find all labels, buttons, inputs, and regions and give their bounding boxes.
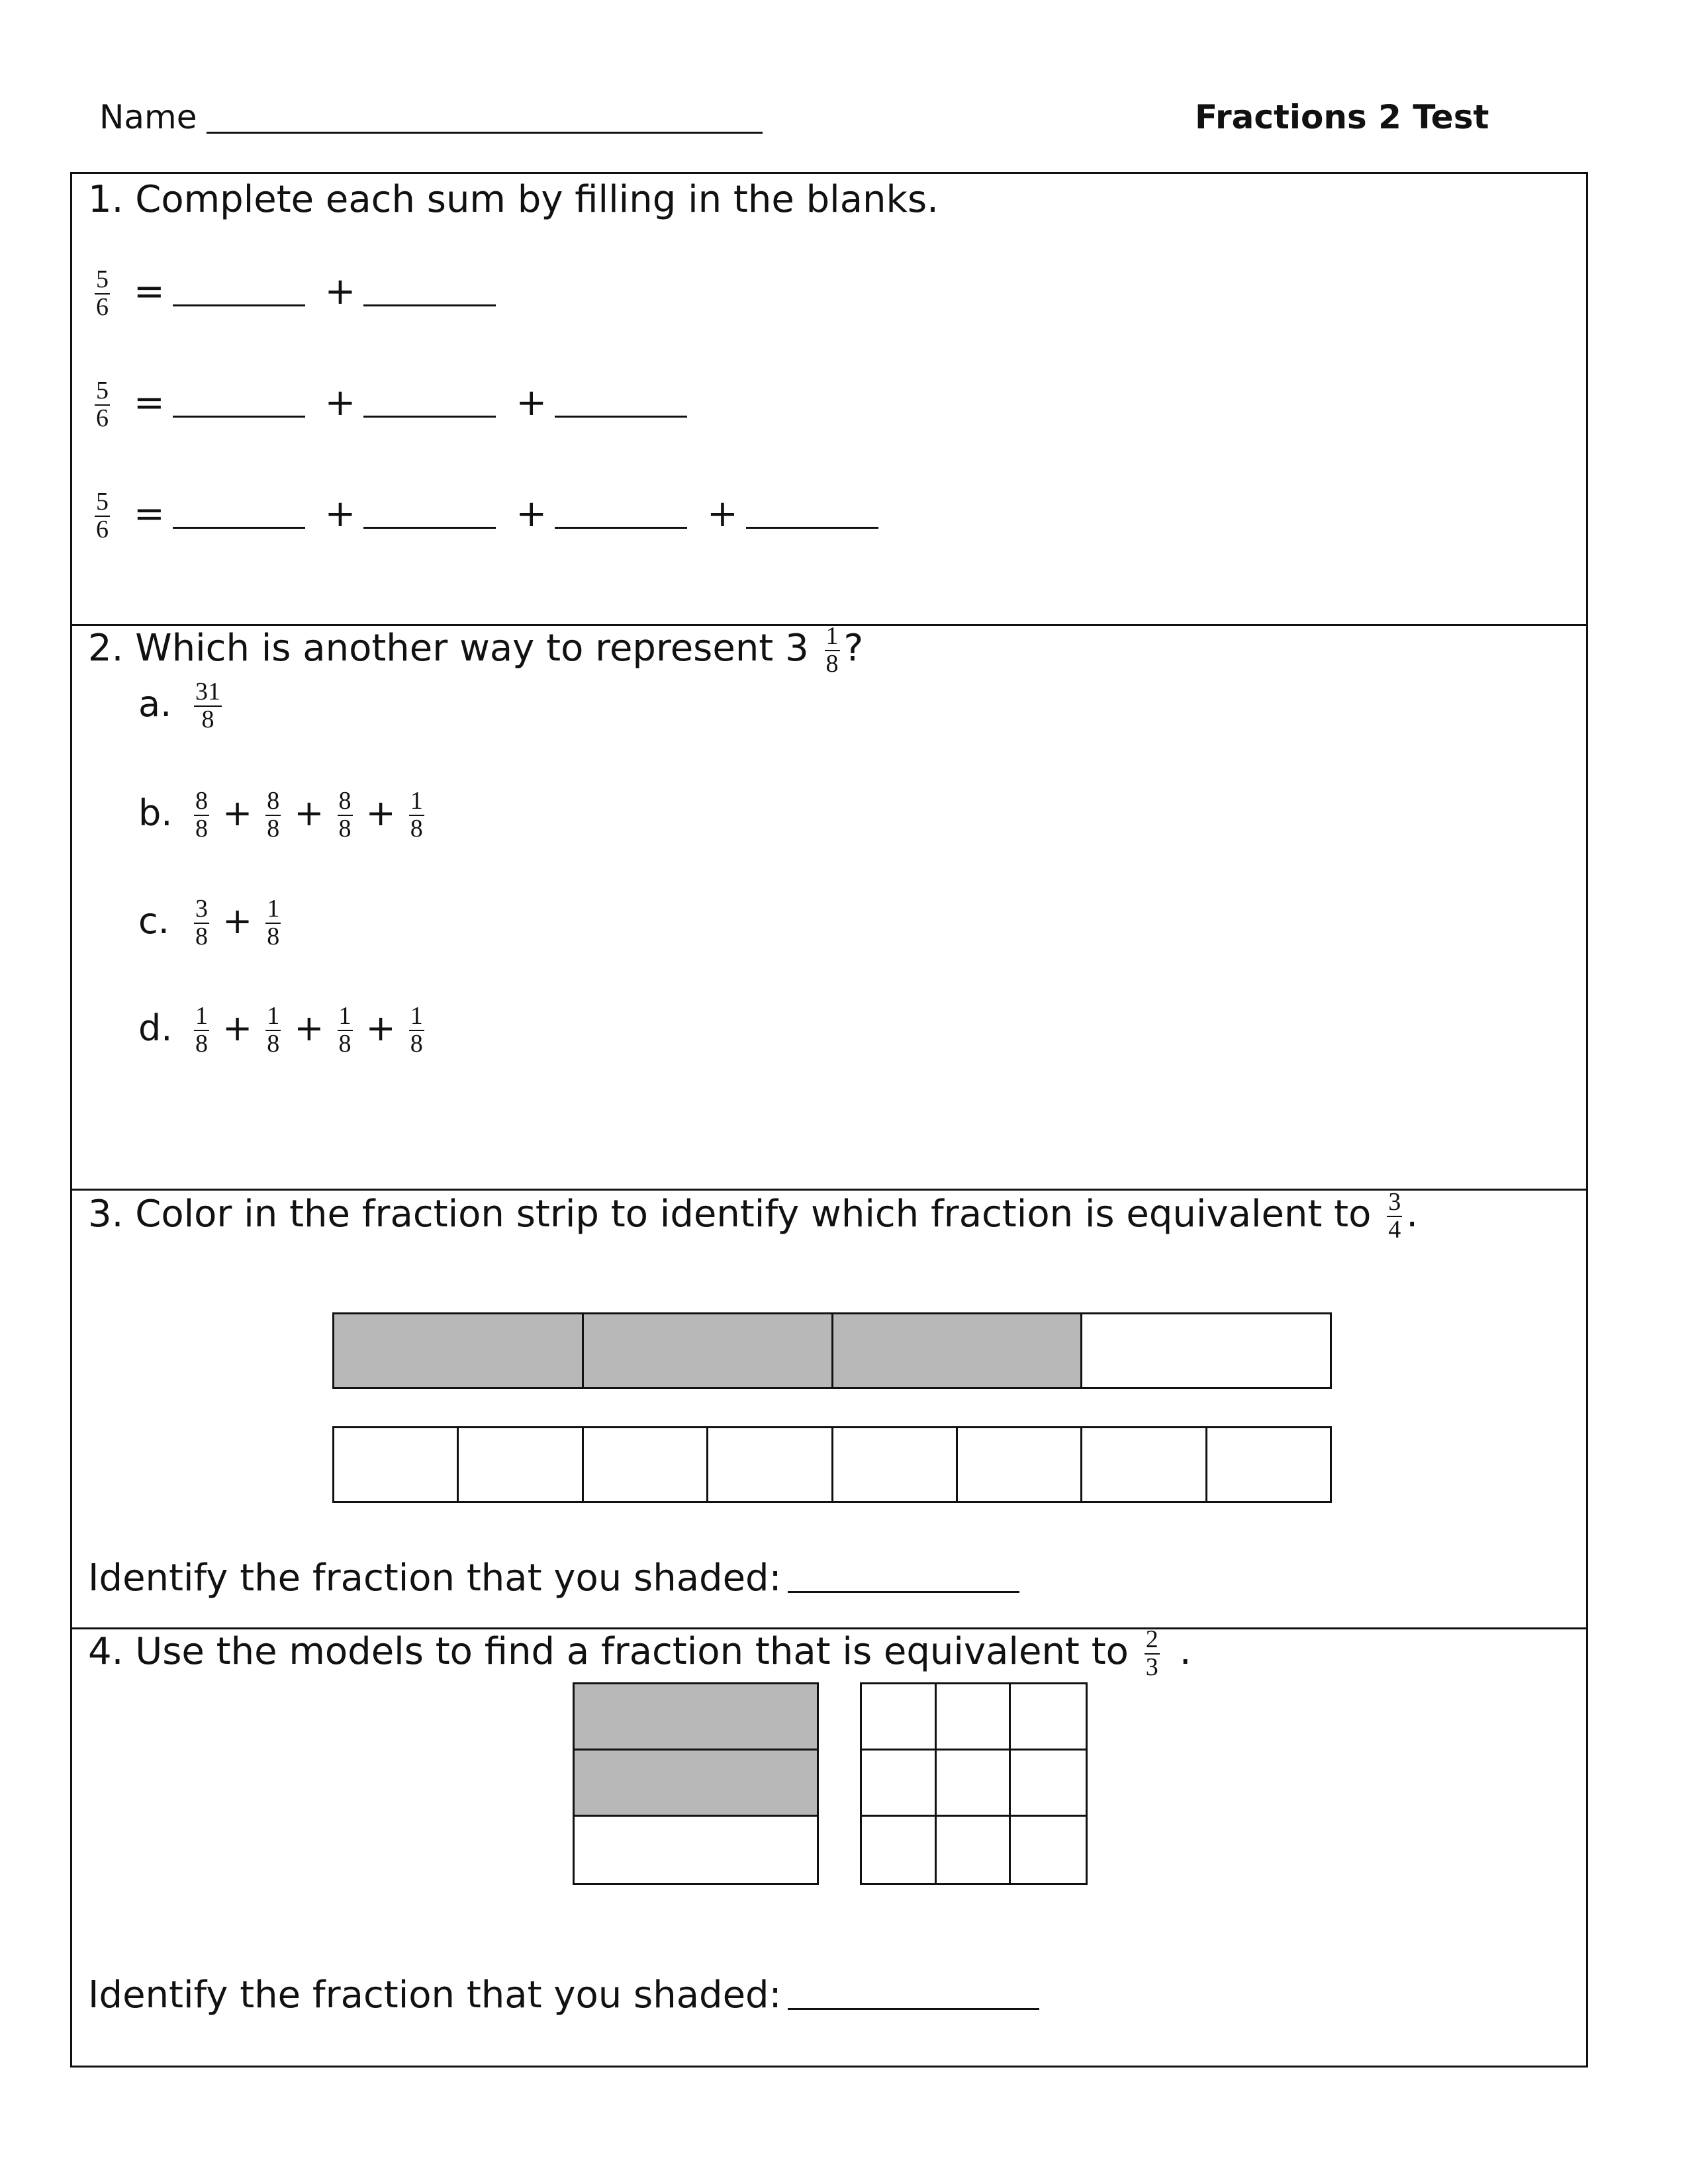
fraction: $\frac{5}{6}$ [96, 265, 109, 321]
model-cell[interactable] [862, 1751, 937, 1817]
answer-blank[interactable] [173, 500, 305, 529]
q3-prompt: 3. Color in the fraction strip to identify which fraction is equivalent to $\frac{3}{4}$ . [88, 1188, 1419, 1244]
strip-cell[interactable] [459, 1428, 583, 1501]
q4-answer-row [88, 1974, 1039, 2017]
strip-cell[interactable] [334, 1428, 459, 1501]
answer-blank[interactable] [173, 278, 305, 306]
fraction: $\frac{1}{8}$ [825, 622, 839, 678]
strip-cell[interactable] [584, 1314, 833, 1387]
fraction: $\frac{8}{8}$ [338, 787, 352, 842]
fraction: $\frac{1}{8}$ [195, 1002, 208, 1058]
area-model-thirds [573, 1682, 819, 1885]
q3-answer-row [88, 1557, 1019, 1600]
strip-cell[interactable] [708, 1428, 833, 1501]
model-cell[interactable] [937, 1751, 1011, 1817]
name-blank[interactable] [207, 100, 763, 134]
fraction: $\frac{3}{8}$ [195, 895, 208, 950]
question-2 [72, 622, 1586, 1189]
strip-cell[interactable] [334, 1314, 584, 1387]
answer-blank[interactable] [363, 500, 496, 529]
model-cell[interactable] [937, 1817, 1011, 1883]
q4-prompt: 4. Use the models to find a fraction that is equivalent to $\frac{2}{3}$ . [88, 1625, 1192, 1681]
q1-equation-2: $\frac{5}{6}$ = + + [91, 378, 687, 432]
model-cell[interactable] [862, 1817, 937, 1883]
model-cell[interactable] [1011, 1684, 1086, 1751]
model-cell[interactable] [1011, 1817, 1086, 1883]
strip-cell[interactable] [1082, 1314, 1330, 1387]
fraction: $\frac{8}{8}$ [195, 787, 208, 842]
strip-cell[interactable] [1207, 1428, 1330, 1501]
choice-c[interactable]: c. $\frac{3}{8}$ + $\frac{1}{8}$ [138, 895, 280, 950]
answer-blank[interactable] [788, 1565, 1019, 1593]
answer-blank[interactable] [788, 1981, 1039, 2010]
name-label: Name [99, 98, 197, 136]
test-title: Fractions 2 Test [1195, 98, 1489, 136]
strip-cell[interactable] [833, 1314, 1083, 1387]
answer-blank[interactable] [173, 389, 305, 418]
q1-equation-3: $\frac{5}{6}$ = + + + [91, 489, 878, 543]
choice-a[interactable]: a. $\frac{31}{8}$ [138, 678, 220, 733]
answer-blank[interactable] [555, 389, 687, 418]
fraction: $\frac{1}{8}$ [338, 1002, 352, 1058]
model-cell[interactable] [862, 1684, 937, 1751]
q4-answer-label: Identify the fraction that you shaded: [88, 1974, 782, 2017]
model-cell[interactable] [575, 1684, 817, 1751]
model-cell[interactable] [937, 1684, 1011, 1751]
choice-b[interactable]: b. $\frac{8}{8}$ + $\frac{8}{8}$ + $\frac{8}{8}$ + $\frac{1}{8}$ [138, 787, 423, 842]
fraction: $\frac{1}{8}$ [267, 1002, 280, 1058]
fraction: $\frac{1}{8}$ [267, 895, 280, 950]
answer-blank[interactable] [363, 389, 496, 418]
strip-cell[interactable] [584, 1428, 708, 1501]
test-sheet [70, 172, 1588, 2068]
fraction: $\frac{5}{6}$ [96, 377, 109, 432]
model-cell[interactable] [575, 1817, 817, 1883]
fraction: $\frac{1}{8}$ [410, 787, 423, 842]
fraction-strip-eighths [332, 1426, 1332, 1503]
fraction: $\frac{1}{8}$ [410, 1002, 423, 1058]
q2-prompt: 2. Which is another way to represent 3 $\frac{1}{8}$ ? [88, 622, 864, 678]
strip-cell[interactable] [1082, 1428, 1207, 1501]
model-cell[interactable] [575, 1751, 817, 1817]
answer-blank[interactable] [746, 500, 878, 529]
question-3 [72, 1188, 1586, 1627]
answer-blank[interactable] [555, 500, 687, 529]
strip-cell[interactable] [958, 1428, 1082, 1501]
fraction: $\frac{8}{8}$ [267, 787, 280, 842]
choice-d[interactable]: d. $\frac{1}{8}$ + $\frac{1}{8}$ + $\frac{1}{8}$ + $\frac{1}{8}$ [138, 1002, 423, 1058]
question-1 [72, 174, 1586, 624]
q1-equation-1: $\frac{5}{6}$ = + [91, 267, 496, 321]
fraction: $\frac{5}{6}$ [96, 488, 109, 543]
area-model-ninths [860, 1682, 1088, 1885]
fraction-strip-fourths [332, 1312, 1332, 1389]
q3-answer-label: Identify the fraction that you shaded: [88, 1557, 782, 1600]
fraction: $\frac{2}{3}$ [1145, 1625, 1158, 1681]
strip-cell[interactable] [833, 1428, 958, 1501]
model-cell[interactable] [1011, 1751, 1086, 1817]
question-4 [72, 1625, 1586, 2066]
name-field-row [99, 98, 763, 136]
fraction: $\frac{3}{4}$ [1388, 1188, 1401, 1244]
q1-prompt: 1. Complete each sum by filling in the blanks. [88, 178, 939, 221]
fraction: $\frac{31}{8}$ [195, 678, 220, 733]
answer-blank[interactable] [363, 278, 496, 306]
